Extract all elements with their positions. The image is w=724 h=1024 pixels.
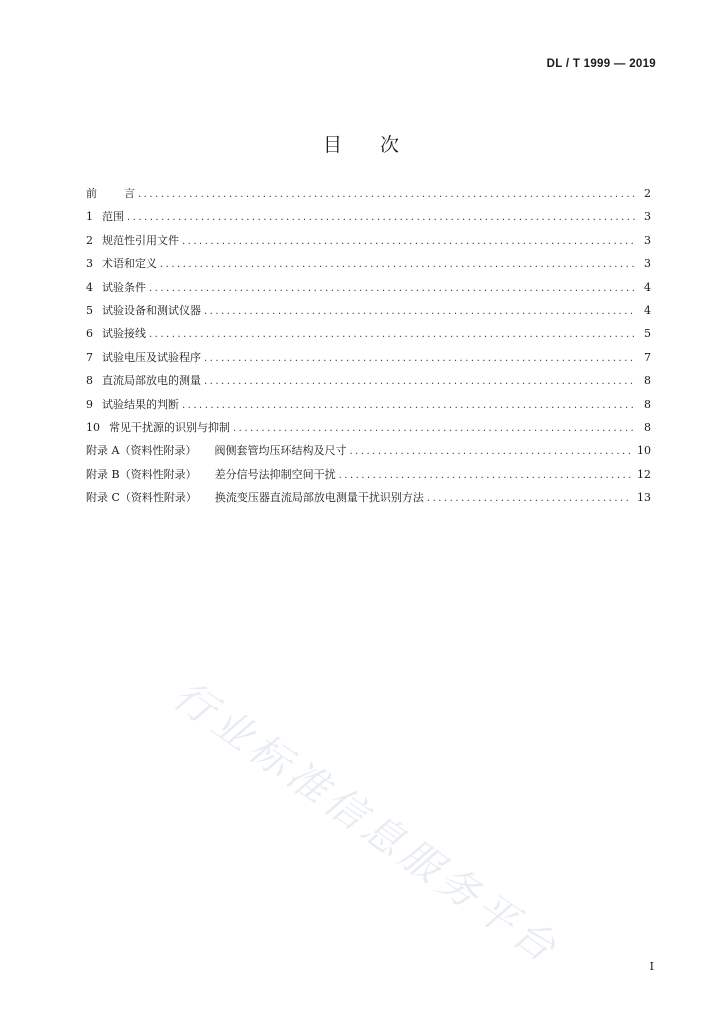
- toc-page-number: 7: [644, 350, 651, 364]
- toc-page-number: 8: [644, 420, 651, 434]
- toc-entry-6[interactable]: [86, 325, 651, 348]
- toc-entry-appendix-a[interactable]: [86, 442, 651, 465]
- toc-leader-dots: [339, 470, 631, 481]
- page-number: I: [649, 960, 654, 973]
- toc-leader-dots: [149, 329, 635, 340]
- toc-label: 附录 C（资料性附录） 换流变压器直流局部放电测量干扰识别方法: [86, 491, 424, 505]
- toc-leader-dots: [138, 189, 635, 200]
- toc-page-number: 5: [644, 327, 651, 341]
- toc-leader-dots: [349, 446, 631, 457]
- toc-entry-2[interactable]: [86, 232, 651, 255]
- toc-leader-dots: [204, 353, 635, 364]
- toc-entry-9[interactable]: [86, 396, 651, 419]
- toc-page-number: 3: [644, 233, 651, 247]
- toc-leader-dots: [204, 306, 635, 317]
- toc-label: 1 范围: [86, 210, 124, 224]
- toc-entry-3[interactable]: [86, 255, 651, 278]
- toc-page-number: 10: [637, 444, 651, 458]
- toc-page-number: 3: [644, 257, 651, 271]
- toc-page-number: 3: [644, 210, 651, 224]
- document-code: DL / T 1999 — 2019: [546, 58, 656, 70]
- toc-label: 8 直流局部放电的测量: [86, 374, 201, 388]
- title-char-2: 次: [380, 134, 402, 156]
- toc-label: 5 试验设备和测试仪器: [86, 303, 201, 317]
- toc-page-number: 8: [644, 374, 651, 388]
- toc-leader-dots: [204, 376, 635, 387]
- toc-leader-dots: [127, 212, 635, 223]
- toc-entry-1[interactable]: [86, 208, 651, 231]
- toc-page-number: 2: [644, 187, 651, 200]
- toc-entry-4[interactable]: [86, 279, 651, 302]
- toc-label: 9 试验结果的判断: [86, 397, 179, 411]
- watermark: 行业标准信息服务平台: [164, 672, 568, 975]
- toc-page-number: 13: [637, 491, 651, 505]
- toc-leader-dots: [427, 493, 631, 504]
- toc-label: 2 规范性引用文件: [86, 233, 179, 247]
- toc-entry-7[interactable]: [86, 349, 651, 372]
- toc-entry-5[interactable]: [86, 302, 651, 325]
- toc-page-number: 4: [644, 280, 651, 294]
- toc-leader-dots: [182, 400, 635, 411]
- toc-label: 3 术语和定义: [86, 257, 157, 271]
- toc-leader-dots: [160, 259, 635, 270]
- toc-entry-appendix-c[interactable]: [86, 489, 651, 512]
- toc-page-number: 8: [644, 397, 651, 411]
- toc-leader-dots: [149, 283, 635, 294]
- toc-entry-10[interactable]: [86, 419, 651, 442]
- table-of-contents: [86, 185, 651, 512]
- title-char-1: 目: [322, 134, 344, 156]
- toc-label: 附录 A（资料性附录） 阀侧套管均压环结构及尺寸: [86, 444, 347, 458]
- toc-entry-appendix-b[interactable]: [86, 466, 651, 489]
- toc-leader-dots: [233, 423, 635, 434]
- toc-entry-8[interactable]: [86, 372, 651, 395]
- toc-label: 4 试验条件: [86, 280, 146, 294]
- toc-entry-foreword[interactable]: [86, 185, 651, 208]
- toc-label: 附录 B（资料性附录） 差分信号法抑制空间干扰: [86, 467, 336, 481]
- toc-label: 7 试验电压及试验程序: [86, 350, 201, 364]
- toc-page-number: 12: [637, 467, 651, 481]
- toc-page-number: 4: [644, 303, 651, 317]
- toc-label: 前 言: [86, 187, 135, 200]
- toc-leader-dots: [182, 236, 635, 247]
- page-title: [0, 130, 724, 157]
- toc-label: 6 试验接线: [86, 327, 146, 341]
- toc-label: 10 常见干扰源的识别与抑制: [86, 420, 230, 434]
